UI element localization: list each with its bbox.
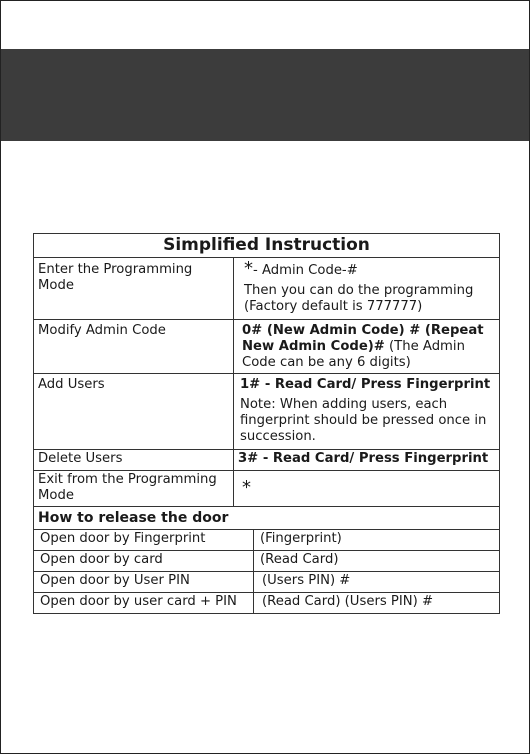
release-method: Open door by User PIN (34, 572, 254, 593)
program-instruction (234, 258, 500, 320)
modify-instruction (234, 320, 500, 374)
modify-label: Modify Admin Code (34, 320, 234, 374)
program-line2: Then you can do the programming (244, 283, 474, 298)
release-method: Open door by card (34, 551, 254, 572)
release-action: (Read Card) (Users PIN) # (254, 593, 500, 614)
header-band (1, 49, 529, 141)
modify-note: (The Admin Code can be any 6 digits) (242, 339, 465, 370)
release-method: Open door by user card + PIN (34, 593, 254, 614)
instruction-table (33, 233, 500, 614)
release-action: (Fingerprint) (254, 530, 500, 551)
release-action: (Read Card) (254, 551, 500, 572)
program-code: - Admin Code-# (253, 263, 358, 278)
program-label: Enter the Programming Mode (34, 258, 234, 320)
add-note: Note: When adding users, each fingerprint should be pressed once in succession. (240, 397, 487, 444)
modify-command: 0# (New Admin Code) # (Repeat New Admin Code)# (242, 323, 484, 354)
delete-command: 3# - Read Card/ Press Fingerprint (234, 450, 500, 471)
add-command: 1# - Read Card/ Press Fingerprint (240, 377, 491, 392)
release-heading: How to release the door (34, 507, 500, 530)
release-method: Open door by Fingerprint (34, 530, 254, 551)
exit-instruction (234, 471, 500, 507)
add-label: Add Users (34, 374, 234, 450)
add-instruction (234, 374, 500, 450)
exit-label: Exit from the Programming Mode (34, 471, 234, 507)
delete-label: Delete Users (34, 450, 234, 471)
table-title: Simplified Instruction (34, 234, 500, 258)
exit-star: * (242, 476, 251, 498)
star-symbol: * (244, 258, 253, 279)
release-action: (Users PIN) # (254, 572, 500, 593)
program-line3: (Factory default is 777777) (244, 299, 423, 314)
